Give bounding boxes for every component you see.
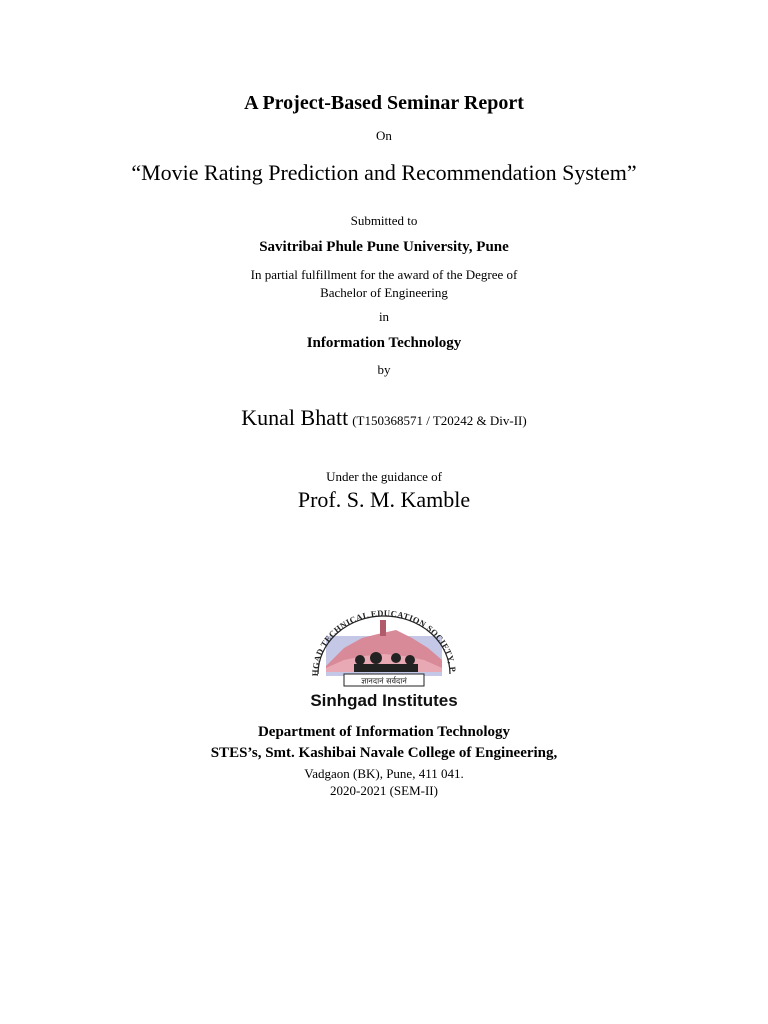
logo-name: Sinhgad Institutes	[310, 691, 458, 710]
by-label: by	[377, 362, 391, 377]
logo-motto: ज्ञानदानं सर्वदानं	[361, 676, 407, 686]
in-label: in	[378, 309, 390, 324]
branch-name: Information Technology	[306, 335, 462, 351]
sinhgad-emblem-icon	[304, 608, 464, 690]
sinhgad-logo	[304, 608, 464, 714]
guide-name: Prof. S. M. Kamble	[297, 487, 471, 512]
student-ids: (T150368571 / T20242 & Div-II)	[352, 413, 527, 428]
partial-fulfillment-line2: Bachelor of Engineering	[320, 285, 448, 300]
department-name: Department of Information Technology	[257, 724, 511, 740]
project-title: “Movie Rating Prediction and Recommendation System”	[131, 160, 637, 185]
student-line	[0, 407, 768, 429]
submitted-to-label: Submitted to	[350, 213, 418, 228]
svg-text:SINHGAD TECHNICAL EDUCATION SO: HGAD TECHNICAL EDUCATION SOCIETY, P	[309, 608, 459, 677]
partial-fulfillment-line1: In partial fulfillment for the award of the Degree of	[250, 267, 518, 282]
guidance-label: Under the guidance of	[326, 469, 442, 484]
on-label: On	[376, 128, 392, 143]
student-name: Kunal Bhatt	[241, 405, 349, 430]
report-heading: A Project-Based Seminar Report	[244, 92, 524, 114]
college-address: Vadgaon (BK), Pune, 411 041.	[304, 766, 464, 781]
university-name: Savitribai Phule Pune University, Pune	[259, 239, 509, 255]
academic-year: 2020-2021 (SEM-II)	[330, 783, 438, 798]
college-name: STES’s, Smt. Kashibai Navale College of Engineering,	[210, 745, 558, 761]
